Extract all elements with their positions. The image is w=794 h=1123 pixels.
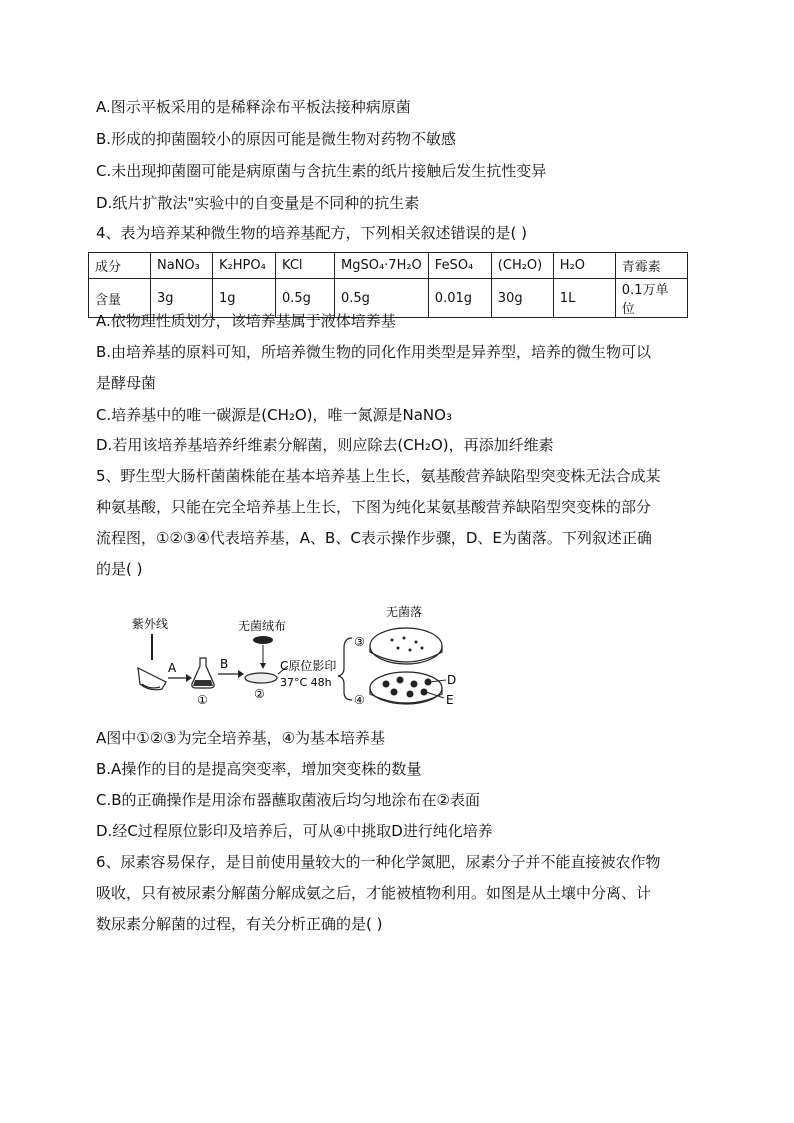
- arrow-a-head: [186, 674, 192, 682]
- table-cell: 0.5g: [335, 279, 429, 318]
- velvet-label: 无菌绒布: [238, 619, 287, 633]
- q5-stem-line4: 的是( ): [96, 560, 143, 578]
- q6-stem-line3: 数尿素分解菌的过程，有关分析正确的是( ): [96, 915, 383, 933]
- arrow-b-head: [238, 670, 244, 678]
- q3-option-d: D.纸片扩散法"实验中的自变量是不同种的抗生素: [96, 194, 420, 212]
- medium-1-label: ①: [197, 693, 208, 707]
- velvet-arrow-head: [260, 663, 266, 669]
- plate-2-icon: [245, 673, 277, 683]
- uv-label: 紫外线: [132, 617, 169, 631]
- table-cell: 青霉素: [615, 253, 687, 279]
- medium-recipe-table: [88, 252, 688, 318]
- test-tube-icon: [138, 668, 166, 690]
- branch-brace: [338, 638, 352, 700]
- medium-3-label: ③: [354, 635, 365, 649]
- q4-option-d: D.若用该培养基培养纤维素分解菌，则应除去(CH₂O)，再添加纤维素: [96, 436, 554, 454]
- q5-option-a: A图中①②③为完全培养基，④为基本培养基: [96, 729, 386, 747]
- table-cell: K₂HPO₄: [213, 253, 276, 279]
- velvet-icon: [253, 636, 273, 644]
- q5-option-c: C.B的正确操作是用涂布器蘸取菌液后均匀地涂布在②表面: [96, 791, 480, 809]
- table-cell: KCl: [276, 253, 335, 279]
- table-row: [89, 253, 688, 279]
- q3-option-a: A.图示平板采用的是稀释涂布平板法接种病原菌: [96, 98, 411, 116]
- table-cell: (CH₂O): [491, 253, 553, 279]
- table-cell: 成分: [89, 253, 151, 279]
- q5-option-b: B.A操作的目的是提高突变率，增加突变株的数量: [96, 760, 422, 778]
- no-colony-label: 无菌落: [386, 605, 423, 619]
- plate-4-icon: [370, 672, 442, 704]
- q4-option-a: A.依物理性质划分，该培养基属于液体培养基: [96, 312, 396, 330]
- table-cell: NaNO₃: [151, 253, 213, 279]
- table-cell: H₂O: [553, 253, 615, 279]
- step-b-label: B: [220, 657, 229, 671]
- table-cell: 30g: [491, 279, 553, 318]
- table-cell: 含量: [89, 279, 151, 318]
- table-cell: MgSO₄·7H₂O: [335, 253, 429, 279]
- incubation-condition: 37°C 48h: [280, 676, 332, 689]
- plate-3-icon: [370, 628, 442, 664]
- replica-step-label: C原位影印: [280, 659, 337, 673]
- q3-option-c: C.未出现抑菌圈可能是病原菌与含抗生素的纸片接触后发生抗性变异: [96, 162, 547, 180]
- q4-option-b-line1: B.由培养基的原料可知，所培养微生物的同化作用类型是异养型，培养的微生物可以: [96, 343, 652, 361]
- flask-icon: [192, 658, 214, 688]
- table-cell: 3g: [151, 279, 213, 318]
- purification-flow-diagram: [120, 600, 480, 712]
- q5-option-d: D.经C过程原位影印及培养后，可从④中挑取D进行纯化培养: [96, 822, 493, 840]
- q4-option-c: C.培养基中的唯一碳源是(CH₂O)，唯一氮源是NaNO₃: [96, 406, 452, 424]
- table-cell: 0.1万单位: [615, 279, 687, 318]
- table-cell: 0.5g: [276, 279, 335, 318]
- q6-stem-line1: 6、尿素容易保存，是目前使用量较大的一种化学氮肥，尿素分子并不能直接被农作物: [96, 853, 661, 871]
- table-cell: 1L: [553, 279, 615, 318]
- q3-option-b: B.形成的抑菌圈较小的原因可能是微生物对药物不敏感: [96, 130, 457, 148]
- q5-stem-line3: 流程图，①②③④代表培养基，A、B、C表示操作步骤，D、E为菌落。下列叙述正确: [96, 529, 652, 547]
- q6-stem-line2: 吸收，只有被尿素分解菌分解成氨之后，才能被植物利用。如图是从土壤中分离、计: [96, 884, 652, 902]
- colony-d-label: D: [447, 673, 457, 687]
- q4-option-b-line2: 是酵母菌: [96, 374, 157, 392]
- table-cell: 1g: [213, 279, 276, 318]
- step-a-label: A: [168, 661, 177, 675]
- q5-stem-line1: 5、野生型大肠杆菌菌株能在基本培养基上生长，氨基酸营养缺陷型突变株无法合成某: [96, 467, 661, 485]
- medium-2-label: ②: [254, 687, 265, 701]
- q5-stem-line2: 种氨基酸，只能在完全培养基上生长，下图为纯化某氨基酸营养缺陷型突变株的部分: [96, 498, 652, 516]
- table-cell: FeSO₄: [428, 253, 491, 279]
- medium-4-label: ④: [354, 693, 365, 707]
- colony-e-label: E: [446, 693, 454, 707]
- table-cell: 0.01g: [428, 279, 491, 318]
- q4-stem: 4、表为培养某种微生物的培养基配方，下列相关叙述错误的是( ): [96, 224, 528, 242]
